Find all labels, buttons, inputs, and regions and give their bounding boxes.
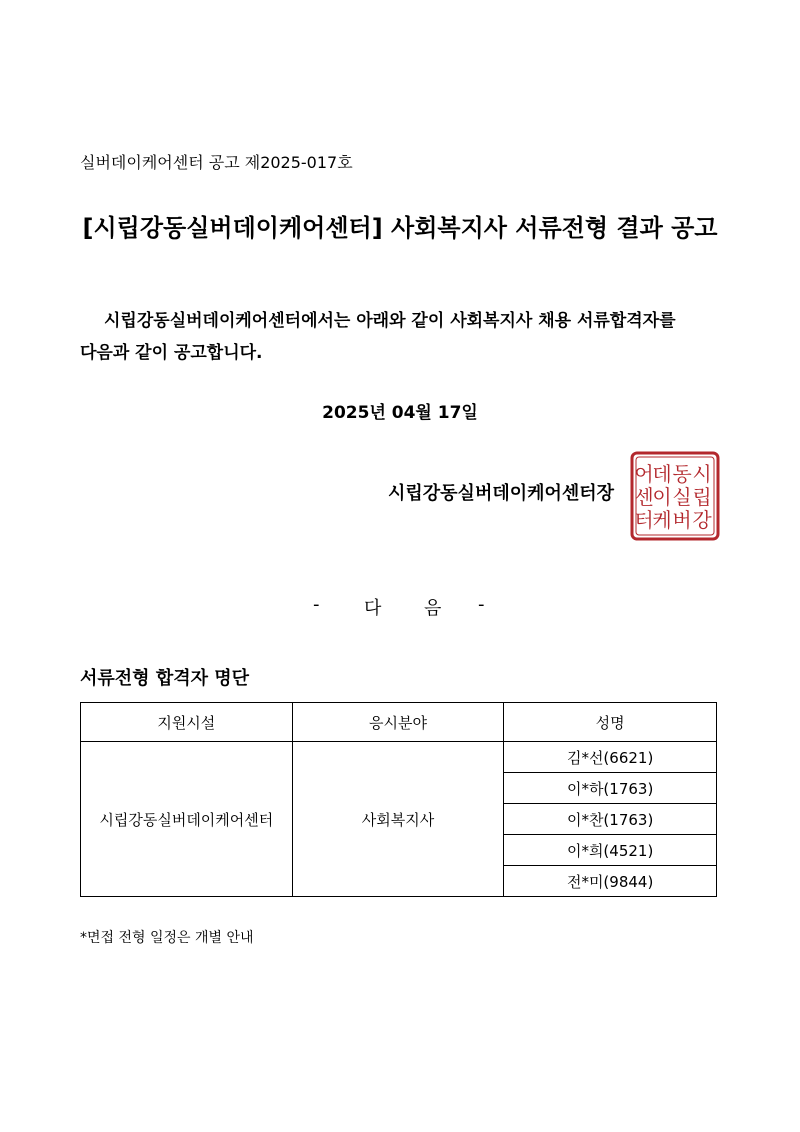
dash-left: - [313, 594, 320, 615]
heading-char-1: 다 [364, 598, 382, 619]
applicant-name-cell: 이*찬(1763) [504, 804, 717, 835]
notice-date: 2025년 04월 17일 [322, 403, 478, 423]
field-cell: 사회복지사 [292, 742, 504, 897]
seal-glyph: 버 [672, 508, 692, 532]
table-header: 응시분야 [292, 703, 504, 742]
applicant-name-cell: 김*선(6621) [504, 742, 717, 773]
seal-glyph: 어 [634, 462, 654, 486]
facility-cell: 시립강동실버데이케어센터 [81, 742, 293, 897]
seal-glyph: 데 [652, 462, 672, 486]
seal-glyph: 강 [692, 508, 712, 532]
applicant-name-cell: 이*하(1763) [504, 773, 717, 804]
seal-glyph: 동 [672, 462, 692, 486]
list-heading: 서류전형 합격자 명단 [80, 668, 250, 689]
applicant-name-cell: 전*미(9844) [504, 866, 717, 897]
seal-glyph: 립 [692, 485, 712, 509]
official-seal-icon [630, 451, 720, 541]
applicant-name-cell: 이*희(4521) [504, 835, 717, 866]
seal-glyph: 터 [634, 508, 654, 532]
body-text-line-1: 시립강동실버데이케어센터에서는 아래와 같이 사회복지사 채용 서류합격자를 [104, 311, 676, 331]
body-text-line-2: 다음과 같이 공고합니다. [80, 343, 263, 363]
heading-char-2: 음 [424, 598, 442, 619]
seal-glyph: 케 [652, 508, 672, 532]
dash-right: - [478, 594, 485, 615]
results-table [80, 702, 717, 897]
page-title: [시립강동실버데이케어센터] 사회복지사 서류전형 결과 공고 [82, 214, 718, 242]
seal-glyph: 센 [634, 485, 654, 509]
notice-number: 실버데이케어센터 공고 제2025-017호 [80, 153, 353, 172]
table-row [81, 742, 717, 773]
seal-glyph: 이 [652, 485, 672, 509]
footnote: *면접 전형 일정은 개별 안내 [80, 930, 254, 946]
table-header: 지원시설 [81, 703, 293, 742]
table-header: 성명 [504, 703, 717, 742]
table-header-row [81, 703, 717, 742]
seal-glyph: 시 [692, 462, 712, 486]
seal-glyph: 실 [672, 485, 692, 509]
signatory-name: 시립강동실버데이케어센터장 [388, 483, 615, 504]
